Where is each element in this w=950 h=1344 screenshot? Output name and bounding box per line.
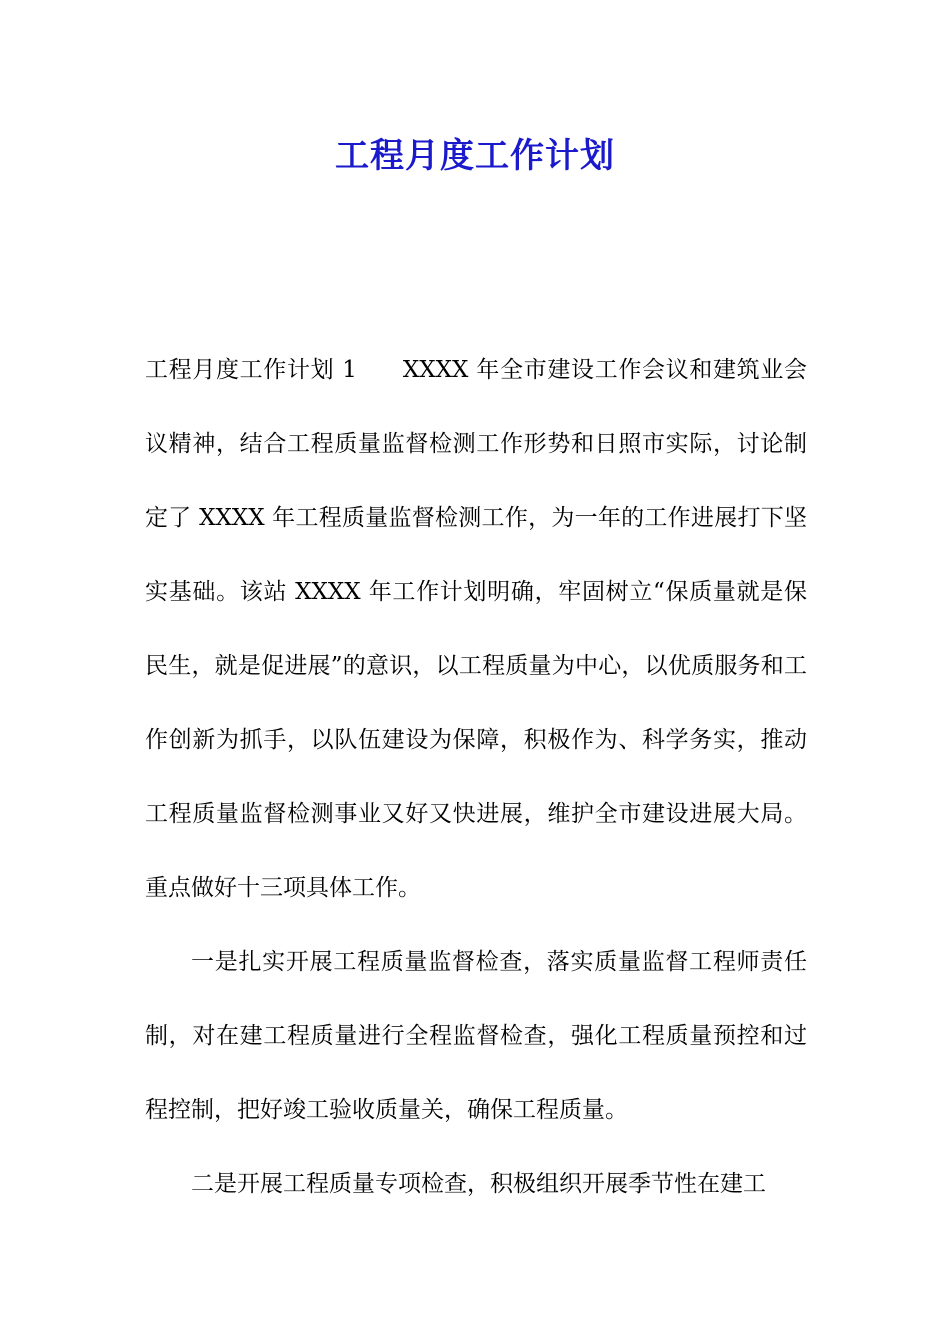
document-title: 工程月度工作计划: [335, 136, 615, 176]
paragraph-item-1: 一是扎实开展工程质量监督检查，落实质量监督工程师责任制，对在建工程质量进行全程监督检查，强化工程质量预控和过程控制，把好竣工验收质量关，确保工程质量。: [145, 949, 807, 1123]
paragraph-intro-text: XXXX 年全市建设工作会议和建筑业会议精神，结合工程质量监督检测工作形势和日照市实际，讨论制定了 XXXX 年工程质量监督检测工作，为一年的工作进展打下坚实基础。该站 XXXX 年工作计划明确，牢固树立“保质量就是保民生，就是促进展”的意识，以工程质量为中心，以优质服务和工作创新为抓手，以队伍建设为保障，积极作为、科学务实，推动工程质量监督检测事业又好又快进展，维护全市建设进展大局。重点做好十三项具体工作。: [145, 357, 807, 901]
paragraph-intro-lead: 工程月度工作计划 1: [145, 357, 357, 383]
paragraph-intro: [145, 333, 807, 925]
paragraph-item-2: 二是开展工程质量专项检查，积极组织开展季节性在建工: [191, 1171, 766, 1197]
document-body: [145, 333, 807, 1221]
